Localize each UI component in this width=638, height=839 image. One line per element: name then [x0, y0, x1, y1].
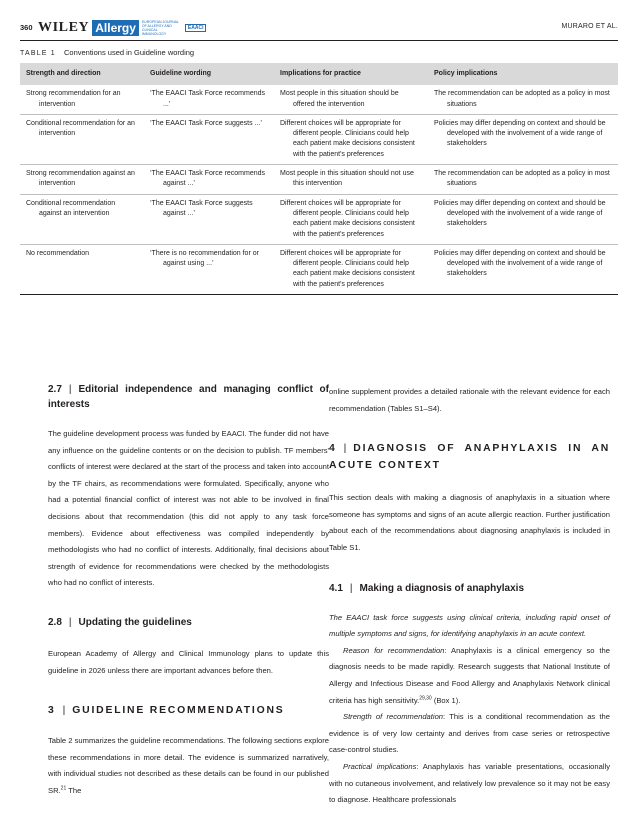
section-heading-4-1: 4.1 | Making a diagnosis of anaphylaxis: [329, 582, 525, 594]
table-caption-text: Conventions used in Guideline wording: [64, 48, 195, 57]
table-cell: Conditional recommendation for an intervention: [20, 114, 144, 164]
table-cell: Most people in this situation should be offered the intervention: [274, 85, 428, 114]
table-cell: Policies may differ depending on context and should be developed with the involvement of a wide range of stakeholders: [428, 244, 618, 294]
right-column: [329, 384, 610, 809]
table-row: [20, 114, 618, 164]
table-cell: Policies may differ depending on context and should be developed with the involvement of a wide range of stakeholders: [428, 194, 618, 244]
conventions-table: [20, 63, 618, 295]
table-cell: No recommendation: [20, 244, 144, 294]
section-heading-2-7: 2.7 | Editorial independence and managing conflict of interests: [48, 384, 329, 410]
table-caption: [20, 48, 194, 57]
table-cell: Conditional recommendation against an intervention: [20, 194, 144, 244]
table-cell: Strong recommendation against an intervention: [20, 165, 144, 195]
table-header-cell: Guideline wording: [144, 63, 274, 85]
table-cell: ‘The EAACI Task Force recommends against ...’: [144, 165, 274, 195]
table-header-cell: Policy implications: [428, 63, 618, 85]
journal-logo: [38, 20, 206, 36]
left-column: [48, 382, 329, 800]
table-row: [20, 85, 618, 114]
paragraph: Practical implications: Anaphylaxis has variable presentations, occasionally with no cutaneous involvement, and relatively low prevalence so it may not be easy to diagnose. Healthcare professionals: [329, 761, 610, 805]
recommendation-text: The EAACI task force suggests using clinical criteria, including rapid onset of multiple symptoms and signs, for identifying anaphylaxis in an acute context.: [329, 612, 610, 639]
paragraph: Table 2 summarizes the guideline recommendations. The following sections explore these recommendations in more detail. The evidence is summarized narratively, with individual studies not described as these details can be found in our published SR.$^{21}$ The: [48, 736, 329, 795]
table-cell: ‘The EAACI Task Force recommends ...’: [144, 85, 274, 114]
table-cell: Policies may differ depending on context and should be developed with the involvement of a wide range of stakeholders: [428, 114, 618, 164]
paragraph: This section deals with making a diagnosis of anaphylaxis in a situation where someone has symptoms and signs of an acute allergic reaction. Further justification about each of the recommendations about diagnosing anaphylaxis is included in Table S1.: [329, 493, 610, 552]
paragraph: Strength of recommendation: This is a conditional recommendation as the evidence is of very low certainty and derives from case series or retrospective case-control studies.: [329, 712, 610, 755]
table-row: [20, 244, 618, 294]
paragraph: The guideline development process was funded by EAACI. The funder did not have any influence on the guideline contents or on the decision to publish. TF members' conflicts of interest were declared at the start of the process and taken into account by the TF chairs, as recommendations were formulated. Specifically, anyone who had a potential financial conflict of interest was not able to be involved in final decisions about that recommendation (this did not apply to any task force members). Evidence about effectiveness was compiled independently by methodologists who had no conflict of interests. Additionally, final decisions about strength of evidence for recommendations were checked by the methodologists who had no conflict of interests.: [48, 429, 329, 588]
society-logo: EAACI: [185, 24, 207, 32]
citation: 29,30: [419, 695, 432, 701]
table-cell: ‘The EAACI Task Force suggests ...’: [144, 114, 274, 164]
table-cell: ‘There is no recommendation for or against using ...’: [144, 244, 274, 294]
journal-tagline: EUROPEAN JOURNAL OF ALLERGY AND CLINICAL IMMUNOLOGY: [141, 20, 179, 36]
journal-wordmark: Allergy: [92, 20, 139, 36]
paragraph: European Academy of Allergy and Clinical Immunology plans to update this guideline in 2026 unless there are important advances before then.: [48, 648, 329, 675]
table-cell: Different choices will be appropriate for different people. Clinicians could help each patient make decisions consistent with the patient's preferences: [274, 114, 428, 164]
running-head: MURARO ET AL.: [561, 23, 618, 30]
paragraph: Reason for recommendation: Anaphylaxis is a clinical emergency so the diagnosis needs to be made rapidly. Research suggests that National Institute of Allergy and Infectious Disease and Food Allergy and Anaphylaxis Network clinical criteria has high sensitivity.$^{29,30}$ (Box 1).: [329, 645, 610, 705]
header-rule: [20, 40, 618, 41]
table-cell: Most people in this situation should not use this intervention: [274, 165, 428, 195]
table-header-row: [20, 63, 618, 85]
section-heading-2-8: 2.8 | Updating the guidelines: [48, 616, 192, 628]
table-label: TABLE 1: [20, 50, 56, 57]
paragraph: online supplement provides a detailed rationale with the relevant evidence for each recommendation (Tables S1–S4).: [329, 387, 610, 413]
citation: 21: [60, 785, 67, 792]
table-cell: Strong recommendation for an intervention: [20, 85, 144, 114]
table-cell: The recommendation can be adopted as a policy in most situations: [428, 165, 618, 195]
page-number: 360: [20, 23, 33, 32]
table-header-cell: Strength and direction: [20, 63, 144, 85]
table-cell: ‘The EAACI Task Force suggests against ...’: [144, 194, 274, 244]
table-header-cell: Implications for practice: [274, 63, 428, 85]
table-cell: Different choices will be appropriate for different people. Clinicians could help each patient make decisions consistent with the patient's preferences: [274, 244, 428, 294]
table-row: [20, 165, 618, 195]
table-row: [20, 194, 618, 244]
table-cell: The recommendation can be adopted as a policy in most situations: [428, 85, 618, 114]
table-cell: Different choices will be appropriate for different people. Clinicians could help each patient make decisions consistent with the patient's preferences: [274, 194, 428, 244]
section-heading-4: 4 | DIAGNOSIS OF ANAPHYLAXIS IN AN ACUTE CONTEXT: [329, 443, 610, 472]
publisher-wordmark: WILEY: [38, 20, 90, 35]
section-heading-3: 3 | GUIDELINE RECOMMENDATIONS: [48, 705, 285, 717]
